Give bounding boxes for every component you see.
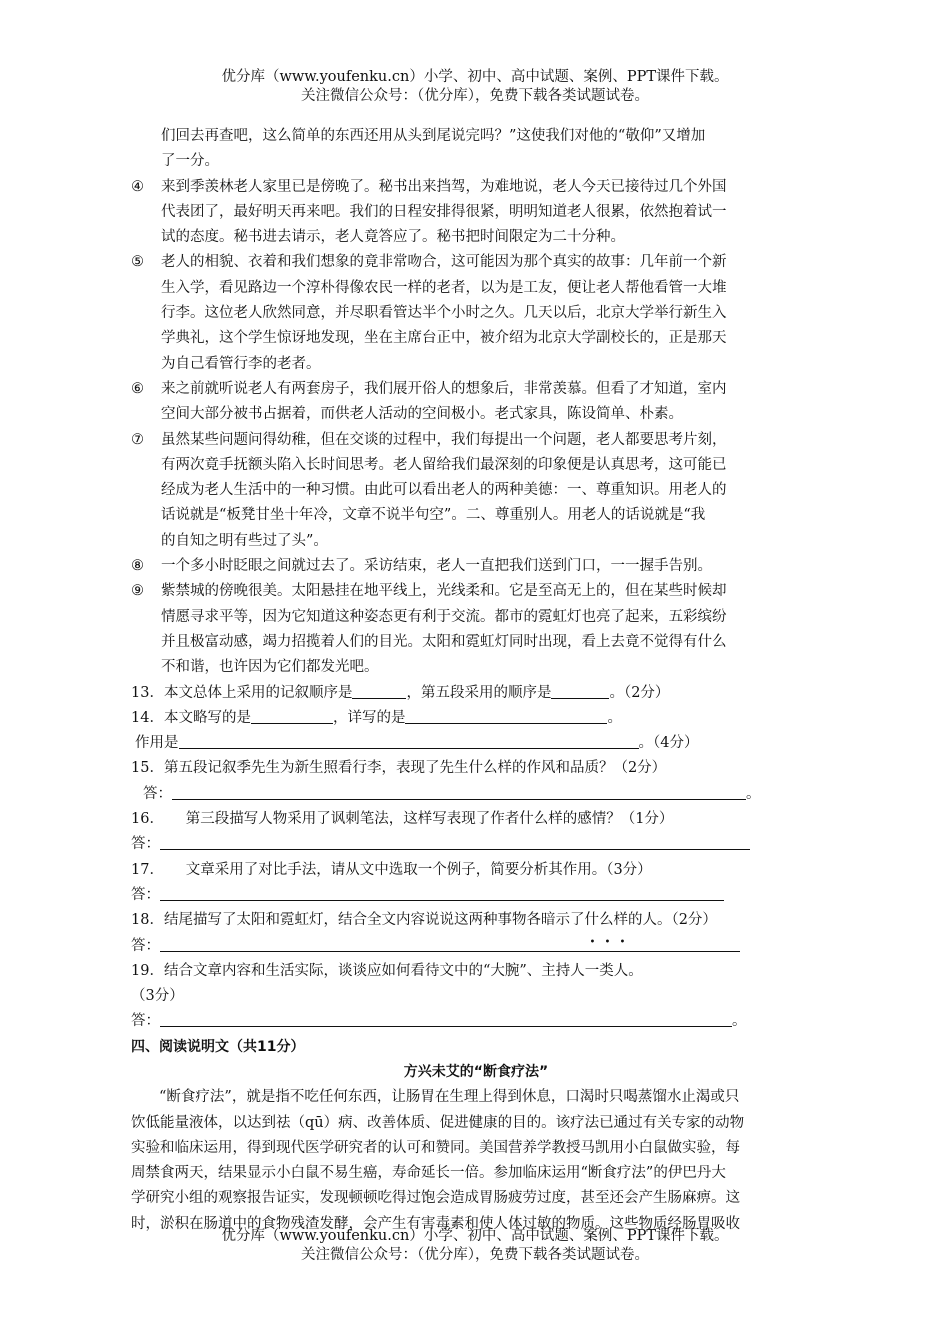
question-text: 13．本文总体上采用的记叙顺序是 [131, 684, 353, 701]
emphasized-text [584, 912, 628, 949]
paragraph-number: ⑤ [131, 254, 144, 271]
text-line: 经成为老人生活中的一种习惯。由此可以看出老人的两种美德：一、尊重知识。用老人的 [161, 482, 727, 499]
answer-16 [131, 832, 821, 857]
question-text: 。（2分） [609, 684, 670, 701]
question-text: 作用是 [135, 735, 179, 752]
question-14 [131, 706, 821, 731]
text-line: 空间大部分被书占据着，而供老人活动的空间极小。老式家具，陈设简单、朴素。 [161, 406, 683, 423]
text-line: 试的态度。秘书进去请示，老人竟答应了。秘书把时间限定为二十分种。 [161, 229, 625, 246]
question-17: 17． 文章采用了对比手法，请从文中选取一个例子，简要分析其作用。（3分） [131, 861, 652, 878]
paragraph-number: ⑧ [131, 558, 144, 575]
question-14-purpose [131, 731, 821, 756]
text-line: 老人的相貌、衣着和我们想象的竟非常吻合，这可能因为那个真实的故事：几年前一个新 [161, 254, 727, 271]
text-line: 并且极富动感，竭力招揽着人们的目光。太阳和霓虹灯同时出现，看上去竟不觉得有什么 [161, 633, 727, 650]
page-content [131, 124, 821, 1237]
header-line-2: 关注微信公众号：（优分库），免费下载各类试题试卷。 [301, 88, 649, 104]
answer-label: 答： [131, 937, 160, 954]
text-line: 紫禁城的傍晚很美。太阳悬挂在地平线上，光线柔和。它是至高无上的，但在某些时候却 [161, 583, 727, 600]
text-line: 来到季羡林老人家里已是傍晚了。秘书出来挡驾，为难地说，老人今天已接待过几个外国 [161, 178, 727, 195]
text-line: 话说就是“板凳甘坐十年冷，文章不说半句空”。二、尊重别人。用老人的话说就是“我 [161, 507, 706, 524]
answer-label: 答： [143, 785, 172, 802]
answer-label: 答： [131, 1013, 160, 1030]
question-text: 14．本文略写的是 [131, 709, 251, 726]
answer-15 [131, 782, 821, 807]
question-19-score: （3分） [131, 988, 184, 1005]
emphasis-dot: • [619, 937, 626, 949]
page-header [0, 68, 950, 106]
paragraph-number: ④ [131, 178, 144, 195]
question-15: 15．第五段记叙季先生为新生照看行李，表现了先生什么样的作风和品质？（2分） [131, 760, 667, 777]
paragraph-5 [131, 250, 821, 376]
text-line: 情愿寻求平等，因为它知道这种姿态更有利于交流。都市的霓虹灯也亮了起来，五彩缤纷 [161, 608, 727, 625]
footer-line-2: 关注微信公众号：（优分库），免费下载各类试题试卷。 [301, 1247, 649, 1263]
answer-17 [131, 883, 821, 908]
question-text: 的人。（2分） [627, 912, 717, 929]
text-line: 代表团了，最好明天再来吧。我们的日程安排得很紧，明明知道老人很累，依然抱着试一 [161, 203, 727, 220]
text-line: 来之前就听说老人有两套房子，我们展开俗人的想象后，非常羡慕。但看了才知道，室内 [161, 380, 727, 397]
text-line: 学典礼，这个学生惊讶地发现，坐在主席台正中，被介绍为北京大学副校长的，正是那天 [161, 330, 727, 347]
text-line: 时，淤积在肠道中的食物残渣发酵，会产生有害毒素和使人体过敏的物质。这些物质经肠胃吸收 [131, 1215, 740, 1232]
paragraph-4 [131, 175, 821, 251]
text-line: 们回去再查吧，这么简单的东西还用从头到尾说完吗？”这使我们对他的“敬仰”又增加 [161, 128, 706, 144]
paragraph-6 [131, 377, 821, 428]
text-line: 行李。这位老人欣然同意，并尽职看管达半个小时之久。几天以后，北京大学举行新生入 [161, 305, 727, 322]
text-line: 不和谐，也许因为它们都发光吧。 [161, 659, 379, 676]
text-line: 一个多小时眨眼之间就过去了。采访结束，老人一直把我们送到门口，一一握手告别。 [161, 558, 712, 575]
article-title: 方兴未艾的“断食疗法” [403, 1063, 549, 1080]
question-18 [131, 908, 821, 949]
paragraph-8 [131, 554, 821, 579]
text-line: 了一分。 [161, 153, 219, 170]
question-text: ，第五段采用的顺序是 [406, 684, 552, 701]
text-line: 周禁食两天，结果显示小白鼠不易生癌，寿命延长一倍。参加临床运用“断食疗法”的伊巴丹大 [131, 1165, 726, 1182]
paragraph-9 [131, 579, 821, 680]
page-footer [0, 1227, 950, 1265]
answer-blank[interactable] [179, 731, 639, 749]
question-16: 16． 第三段描写人物采用了讽刺笔法，这样写表现了作者什么样的感情？（1分） [131, 811, 674, 828]
text-line: 学研究小组的观察报告证实，发现顿顿吃得过饱会造成胃肠疲劳过度，甚至还会产生肠麻痹。这 [131, 1190, 740, 1207]
question-text: 。 [746, 785, 761, 802]
answer-label: 答： [131, 886, 160, 903]
text-line: 的自知之明有些过了头”。 [161, 532, 328, 549]
answer-blank[interactable] [172, 782, 746, 800]
text-line: 饮低能量液体，以达到祛（qū）病、改善体质、促进健康的目的。该疗法已通过有关专家的动物 [131, 1114, 745, 1131]
answer-blank[interactable] [405, 706, 607, 724]
answer-blank[interactable] [251, 706, 333, 724]
paragraph-number: ⑦ [131, 431, 144, 448]
paragraph-7 [131, 428, 821, 554]
question-text: 。 [732, 1013, 747, 1030]
answer-blank[interactable] [352, 681, 406, 699]
paragraph-number: ⑥ [131, 380, 144, 397]
answer-18 [131, 934, 821, 959]
answer-blank[interactable] [160, 832, 750, 850]
answer-blank[interactable] [160, 934, 740, 952]
text-line: 实验和临床运用，得到现代医学研究者的认可和赞同。美国营养学教授马凯用小白鼠做实验，每 [131, 1139, 740, 1156]
emphasized-word: 什么样 [584, 912, 628, 929]
paragraph-number: ⑨ [131, 583, 144, 600]
text-line: 虽然某些问题问得幼稚，但在交谈的过程中，我们每提出一个问题，老人都要思考片刻， [161, 431, 727, 448]
answer-19 [131, 1009, 821, 1034]
answer-blank[interactable] [160, 883, 724, 901]
question-text: ，详写的是 [332, 709, 406, 726]
answer-blank[interactable] [160, 1009, 732, 1027]
question-text: 。（4分） [638, 735, 699, 752]
emphasis-dot: • [589, 937, 596, 949]
footer-line-1: 优分库（www.youfenku.cn）小学、初中、高中试题、案例、PPT课件下载。 [221, 1228, 729, 1244]
text-line: 为自己看管行李的老者。 [161, 355, 321, 372]
text-line: 有两次竟手抚额头陷入长时间思考。老人留给我们最深刻的印象便是认真思考，这可能已 [161, 456, 727, 473]
answer-blank[interactable] [551, 681, 609, 699]
question-13 [131, 681, 821, 706]
header-line-1: 优分库（www.youfenku.cn）小学、初中、高中试题、案例、PPT课件下载。 [221, 69, 729, 85]
text-line: 生入学，看见路边一个淳朴得像农民一样的老者，以为是工友，便让老人帮他看管一大堆 [161, 279, 727, 296]
question-text: 18．结尾描写了太阳和霓虹灯，结合全文内容说说这两种事物各暗示了 [131, 912, 585, 929]
answer-label: 答： [131, 836, 160, 853]
section-heading: 四、阅读说明文（共11分） [131, 1038, 305, 1055]
emphasis-dot: • [604, 937, 611, 949]
text-line: “断食疗法”，就是指不吃任何东西，让肠胃在生理上得到休息，口渴时只喝蒸馏水止渴或只 [159, 1089, 740, 1106]
question-text: 。 [607, 709, 622, 726]
question-19: 19．结合文章内容和生活实际，谈谈应如何看待文中的“大腕”、主持人一类人。 [131, 962, 643, 979]
